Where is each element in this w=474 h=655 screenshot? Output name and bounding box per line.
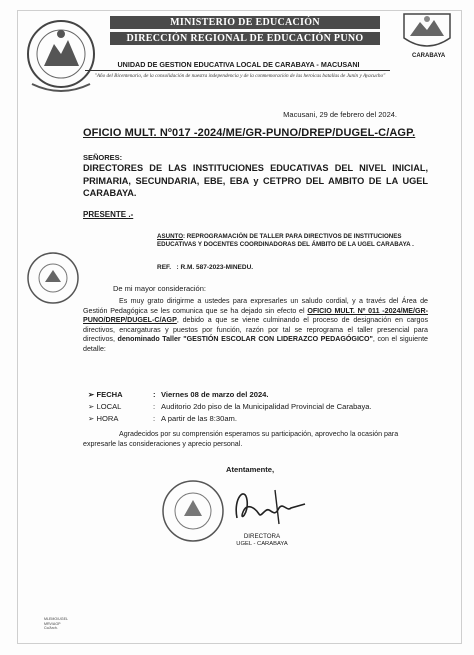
oficio-title: OFICIO MULT. Nº017 -2024/ME/GR-PUNO/DREP/DUGEL-C/AGP.	[83, 127, 416, 139]
regional-direction-band: DIRECCIÓN REGIONAL DE EDUCACIÓN PUNO	[110, 32, 380, 45]
carabaya-logo-right	[400, 12, 454, 54]
presente-label: PRESENTE .-	[83, 210, 134, 219]
detail-key: FECHA	[96, 390, 123, 399]
detail-value: Auditorio 2do piso de la Municipalidad Provincial de Carabaya.	[161, 402, 372, 411]
detail-hora: ➢ HORA : A partir de las 8:30am.	[88, 414, 237, 423]
workshop-name: denominado Taller "GESTIÓN ESCOLAR CON LIDERAZCO PEDAGÓGICO"	[117, 335, 373, 344]
detail-value: Viernes 08 de marzo del 2024.	[161, 390, 269, 399]
footer-line: MRV/AGP	[44, 621, 61, 626]
closing: Atentamente,	[226, 465, 275, 474]
signature-title: DIRECTORA	[243, 533, 281, 540]
main-paragraph	[83, 297, 428, 355]
date-line: Macusani, 29 de febrero del 2024.	[283, 110, 397, 119]
detail-key: LOCAL	[96, 402, 122, 411]
paragraph-part2: , debido a que se viene culminando el proceso de designación en cargos directivos, encargaturas y puestos por función, razón por tal se reprograma el taller presencial para directivos,	[83, 316, 428, 344]
detail-fecha: ➢ FECHA : Viernes 08 de marzo del 2024.	[88, 390, 269, 399]
asunto-block	[157, 233, 429, 249]
handwritten-signature	[225, 478, 310, 533]
header-bands	[110, 13, 380, 59]
footer-line: MLEMO/UGEL	[44, 617, 68, 621]
asunto-text: : REPROGRAMACIÓN DE TALLER PARA DIRECTIVOS DE INSTITUCIONES EDUCATIVAS Y DOCENTES COORDINADORAS DEL ÁMBITO DE LA UGEL CARABAYA .	[157, 233, 414, 248]
asunto-label: ASUNTO	[157, 233, 184, 240]
paragraph-part1: Es muy grato dirigirme a ustedes para expresarles un saludo cordial, y a través del Área de Gestión Pedagógica se les comunica que se ha dejado sin efecto el	[83, 297, 428, 315]
ministry-band: MINISTERIO DE EDUCACIÓN	[110, 16, 380, 29]
direccion-stamp-left	[25, 250, 81, 306]
footer-line: Cc/Arch.	[44, 626, 58, 630]
detail-value: A partir de las 8:30am.	[161, 414, 237, 423]
year-motto: "Año del Bicentenario, de la consolidación de nuestra independencia y de la conmemoración de las heroicas batallas de Junín y Ayacucho"	[94, 73, 386, 79]
carabaya-logo-label: CARABAYA	[412, 53, 446, 59]
official-stamp	[160, 478, 226, 544]
addressee-text: DIRECTORES DE LAS INSTITUCIONES EDUCATIVAS DEL NIVEL INICIAL, PRIMARIA, SECUNDARIA, EBE, EBA y CETPRO DEL AMBITO DE LA UGEL CARABAYA.	[83, 163, 428, 198]
signature-org: UGEL - CARABAYA	[236, 541, 288, 547]
salutation: De mi mayor consideración:	[113, 284, 206, 293]
detail-key: HORA	[96, 414, 119, 423]
paragraph-part3: , con el siguiente detalle:	[83, 335, 428, 353]
ref-text: : R.M. 587-2023-MINEDU.	[176, 264, 254, 271]
reference-line	[157, 264, 253, 271]
detail-local: ➢ LOCAL : Auditorio 2do piso de la Municipalidad Provincial de Carabaya.	[88, 402, 372, 411]
thanks-paragraph: Agradecidos por su comprensión esperamos su participación, aprovecho la ocasión para expresarle las consideraciones y aprecio personal.	[83, 430, 399, 448]
header-divider	[85, 70, 390, 71]
ref-label: REF.	[157, 264, 172, 271]
ugel-name-line: UNIDAD DE GESTION EDUCATIVA LOCAL DE CARABAYA - MACUSANI	[117, 60, 360, 69]
referenced-oficio: OFICIO MULT. Nº 011 -2024/ME/GR-PUNO/DREP/DUGEL-C/AGP	[83, 306, 428, 325]
footer-initials	[44, 617, 68, 631]
addressee-label: SEÑORES:	[83, 153, 123, 162]
ugel-logo-left	[24, 14, 98, 98]
